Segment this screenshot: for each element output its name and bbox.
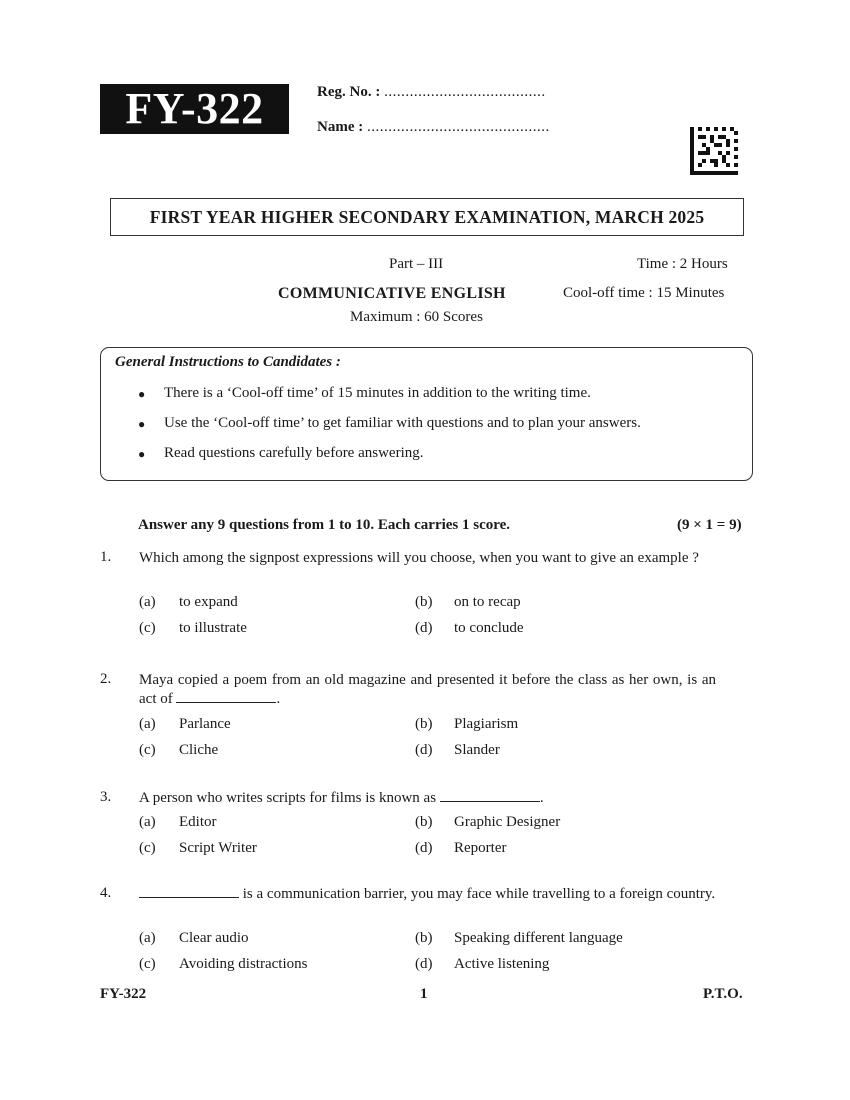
footer-paper-code: FY-322: [100, 986, 147, 1002]
section-instruction: Answer any 9 questions from 1 to 10. Each carries 1 score.: [138, 517, 511, 533]
option-text: on to recap: [454, 594, 521, 610]
option-text: to illustrate: [179, 620, 247, 636]
question-text: Which among the signpost expressions will you choose, when you want to give an example ?: [139, 550, 699, 566]
option-text: Script Writer: [179, 840, 257, 856]
name-dots: ...........................................: [366, 119, 550, 135]
option-text: Slander: [454, 742, 500, 758]
instruction-item: Use the ‘Cool-off time’ to get familiar with questions and to plan your answers.: [164, 415, 641, 431]
option-text: Plagiarism: [454, 716, 519, 732]
option-label: (d): [415, 840, 433, 856]
option-label: (d): [415, 620, 433, 636]
option-label: (a): [139, 594, 156, 610]
option-text: Avoiding distractions: [179, 956, 308, 972]
exam-title: FIRST YEAR HIGHER SECONDARY EXAMINATION, MARCH 2025: [110, 198, 744, 236]
option-label: (b): [415, 594, 433, 610]
reg-no-field: [317, 84, 546, 101]
option-text: to expand: [179, 594, 238, 610]
question-number: 3.: [100, 789, 112, 805]
bullet-icon: ●: [138, 417, 146, 431]
question-number: 2.: [100, 671, 112, 687]
question-text: [139, 885, 716, 904]
option-label: (b): [415, 930, 433, 946]
cooloff-time: Cool-off time : 15 Minutes: [563, 285, 725, 301]
maximum-score: Maximum : 60 Scores: [350, 309, 483, 325]
question-text-part: .: [539, 790, 544, 806]
instruction-item: There is a ‘Cool-off time’ of 15 minutes in addition to the writing time.: [164, 385, 591, 401]
question-text-part: Maya copied a poem from an old magazine and presented it before the class as her own, is an act of: [139, 672, 716, 707]
option-label: (a): [139, 814, 156, 830]
option-text: Reporter: [454, 840, 507, 856]
question-text-part: .: [276, 691, 281, 707]
subject-title: COMMUNICATIVE ENGLISH: [278, 285, 506, 302]
answer-blank: [139, 896, 239, 898]
question-number: 1.: [100, 549, 112, 565]
bullet-icon: ●: [138, 447, 146, 461]
option-text: to conclude: [454, 620, 524, 636]
option-label: (c): [139, 956, 156, 972]
reg-no-dots: ......................................: [384, 84, 546, 100]
instructions-heading: General Instructions to Candidates :: [115, 354, 341, 370]
pto-label: P.T.O.: [703, 986, 743, 1002]
option-text: Active listening: [454, 956, 550, 972]
option-label: (d): [415, 956, 433, 972]
question-text: [139, 671, 716, 709]
option-label: (c): [139, 840, 156, 856]
reg-no-label: Reg. No. :: [317, 84, 381, 100]
answer-blank: [440, 800, 540, 802]
option-label: (b): [415, 814, 433, 830]
instruction-item: Read questions carefully before answering.: [164, 445, 424, 461]
option-label: (c): [139, 620, 156, 636]
option-text: Graphic Designer: [454, 814, 561, 830]
option-text: Speaking different language: [454, 930, 623, 946]
question-text-part: A person who writes scripts for films is known as: [139, 790, 437, 806]
exam-time: Time : 2 Hours: [637, 256, 728, 272]
page-number: 1: [420, 986, 428, 1002]
question-number: 4.: [100, 885, 112, 901]
answer-blank: [176, 701, 276, 703]
bullet-icon: ●: [138, 387, 146, 401]
exam-part: Part – III: [389, 256, 444, 272]
option-label: (c): [139, 742, 156, 758]
option-text: Parlance: [179, 716, 231, 732]
option-text: Editor: [179, 814, 217, 830]
name-field: [317, 119, 550, 136]
option-text: Cliche: [179, 742, 219, 758]
option-label: (d): [415, 742, 433, 758]
option-label: (a): [139, 930, 156, 946]
paper-code-badge: FY-322: [100, 84, 289, 134]
qr-code-icon: [690, 127, 738, 175]
question-text-part: is a communication barrier, you may face while travelling to a foreign country.: [242, 886, 716, 902]
name-label: Name :: [317, 119, 364, 135]
section-score: (9 × 1 = 9): [677, 517, 742, 533]
option-text: Clear audio: [179, 930, 249, 946]
option-label: (a): [139, 716, 156, 732]
option-label: (b): [415, 716, 433, 732]
question-text: [139, 789, 716, 808]
